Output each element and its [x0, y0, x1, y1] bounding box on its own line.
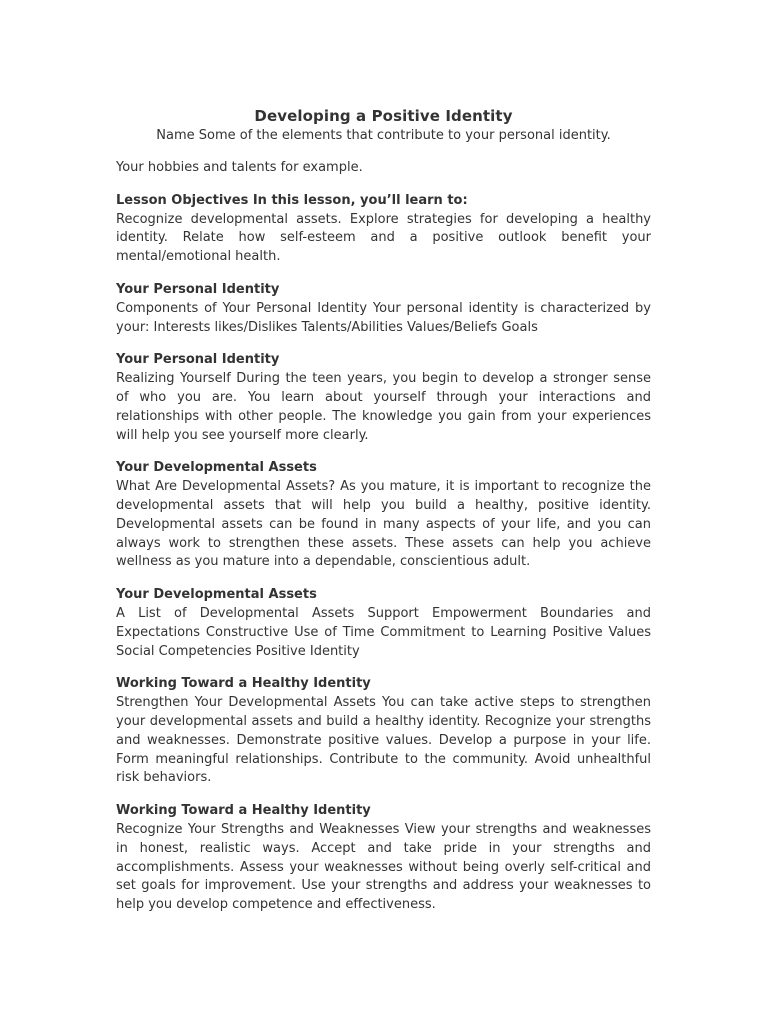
document-title: Developing a Positive Identity [254, 107, 513, 125]
section-body: Recognize Your Strengths and Weaknesses View your strengths and weaknesses in honest, realistic ways. Accept and take pride in your strengths and accomplishments. Assess your weaknesses without being overly self-critical and set goals for improvement. Use your strengths and address your weaknesses to help you develop competence and effectiveness. [116, 821, 651, 913]
section-heading: Working Toward a Healthy Identity [116, 676, 371, 692]
section-heading: Your Developmental Assets [116, 587, 317, 603]
intro-paragraph: Your hobbies and talents for example. [116, 160, 363, 175]
section-heading: Working Toward a Healthy Identity [116, 803, 371, 819]
section-personal-identity-realizing [116, 351, 651, 445]
section-body: Realizing Yourself During the teen years, you begin to develop a stronger sense of who you are. You learn about yourself through your interactions and relationships with other people. The knowledge you gain from your experiences will help you see yourself more clearly. [116, 371, 651, 443]
section-healthy-identity-strengthen [116, 675, 651, 788]
section-heading: Your Personal Identity [116, 281, 280, 297]
section-heading: Lesson Objectives In this lesson, you’ll learn to: [116, 192, 468, 208]
section-body: A List of Developmental Assets Support Empowerment Boundaries and Expectations Constructive Use of Time Commitment to Learning Positive Values Social Competencies Positive Identity [116, 605, 651, 659]
section-heading: Your Personal Identity [116, 352, 280, 368]
section-developmental-assets-what [116, 459, 651, 572]
document-subtitle: Name Some of the elements that contribute to your personal identity. [156, 128, 611, 143]
document-page [116, 106, 651, 915]
section-lesson-objectives [116, 192, 651, 267]
section-personal-identity-components [116, 281, 651, 337]
section-body: Strengthen Your Developmental Assets You can take active steps to strengthen your developmental assets and build a healthy identity. Recognize your strengths and weaknesses. Demonstrate positive values. Develop a purpose in your life. Form meaningful relationships. Contribute to the community. Avoid unhealthful risk behaviors. [116, 695, 651, 786]
section-body: Components of Your Personal Identity Your personal identity is characterized by your: Interests likes/Dislikes Talents/Abilities Values/Beliefs Goals [116, 300, 651, 335]
section-heading: Your Developmental Assets [116, 460, 317, 476]
section-healthy-identity-recognize [116, 802, 651, 915]
section-body: What Are Developmental Assets? As you mature, it is important to recognize the developmental assets that will help you build a healthy, positive identity. Developmental assets can be found in many aspects of your life, and you can always work to strengthen these assets. These assets can help you achieve wellness as you mature into a dependable, conscientious adult. [116, 479, 651, 570]
section-body: Recognize developmental assets. Explore strategies for developing a healthy identity. Relate how self-esteem and a positive outlook benefit your mental/emotional health. [116, 211, 651, 265]
section-developmental-assets-list [116, 586, 651, 661]
